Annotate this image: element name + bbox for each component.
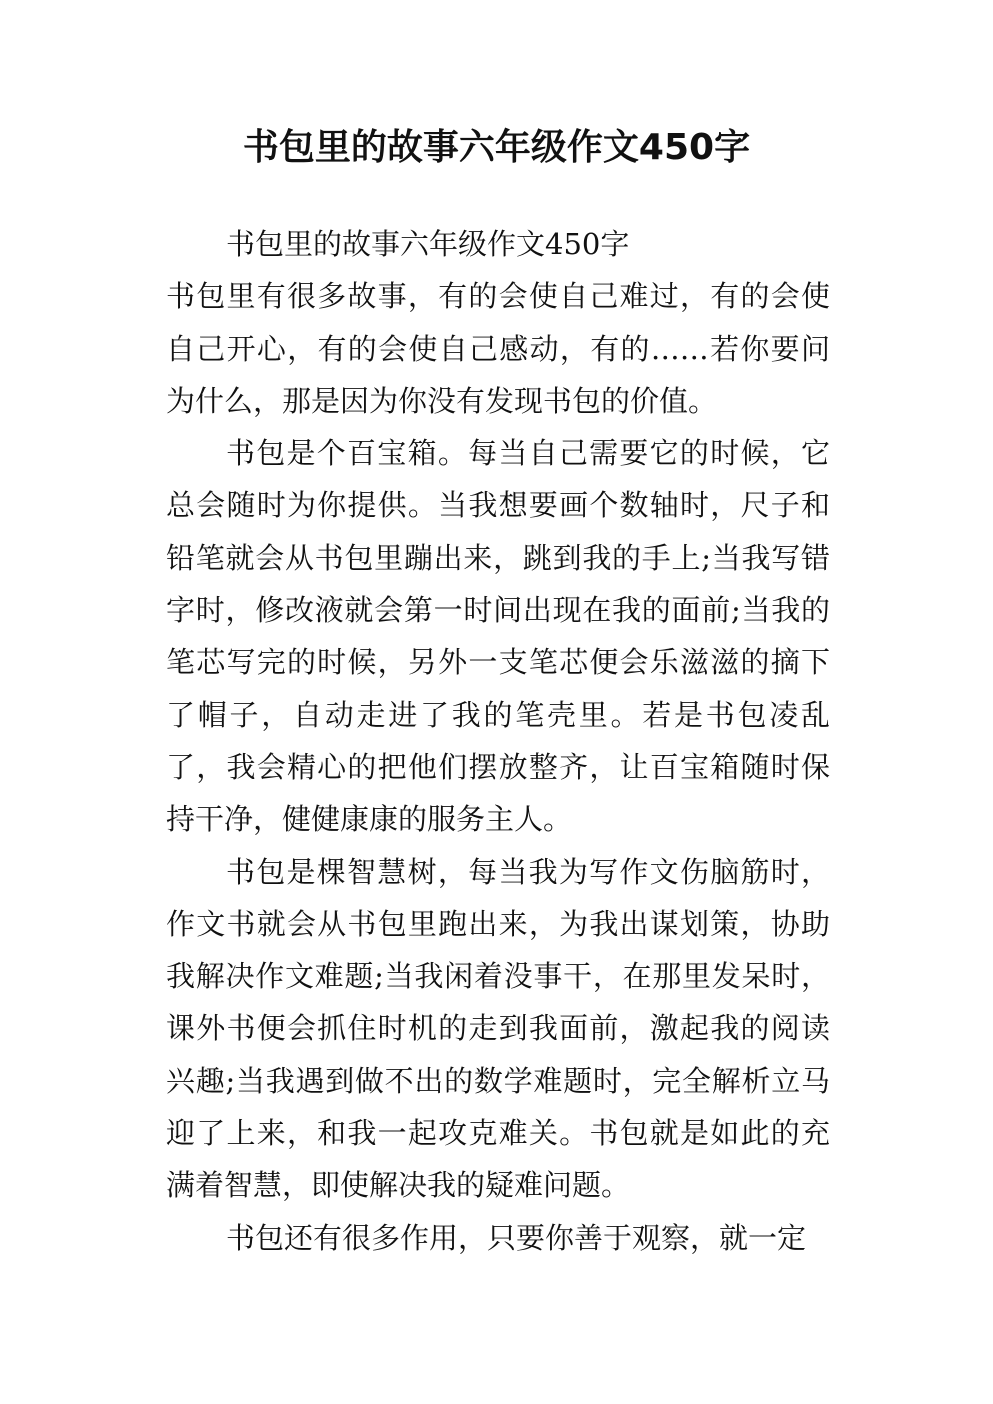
paragraph-wisdom-tree: 书包是棵智慧树，每当我为写作文伤脑筋时，作文书就会从书包里跑出来，为我出谋划策，协助我解决作文难题;当我闲着没事干，在那里发呆时，课外书便会抓住时机的走到我面前，激起我的阅读兴趣;当我遇到做不出的数学难题时，完全解析立马迎了上来，和我一起攻克难关。书包就是如此的充满着智慧，即使解决我的疑难问题。	[166, 854, 830, 1203]
document-title: 书包里的故事六年级作文450字	[242, 127, 751, 168]
paragraph-more-uses: 书包还有很多作用，只要你善于观察，就一定	[226, 1220, 807, 1255]
paragraph-treasure-box: 书包是个百宝箱。每当自己需要它的时候，它总会随时为你提供。当我想要画个数轴时，尺子和铅笔就会从书包里蹦出来，跳到我的手上;当我写错字时，修改液就会第一时间出现在我的面前;当我的笔芯写完的时候，另外一支笔芯便会乐滋滋的摘下了帽子，自动走进了我的笔壳里。若是书包凌乱了，我会精心的把他们摆放整齐，让百宝箱随时保持干净，健健康康的服务主人。	[166, 436, 830, 837]
paragraph-subtitle: 书包里的故事六年级作文450字	[226, 227, 630, 261]
document-body	[166, 218, 830, 1264]
paragraph-intro: 书包里有很多故事，有的会使自己难过，有的会使自己开心，有的会使自己感动，有的……若你要问为什么，那是因为你没有发现书包的价值。	[166, 279, 830, 418]
